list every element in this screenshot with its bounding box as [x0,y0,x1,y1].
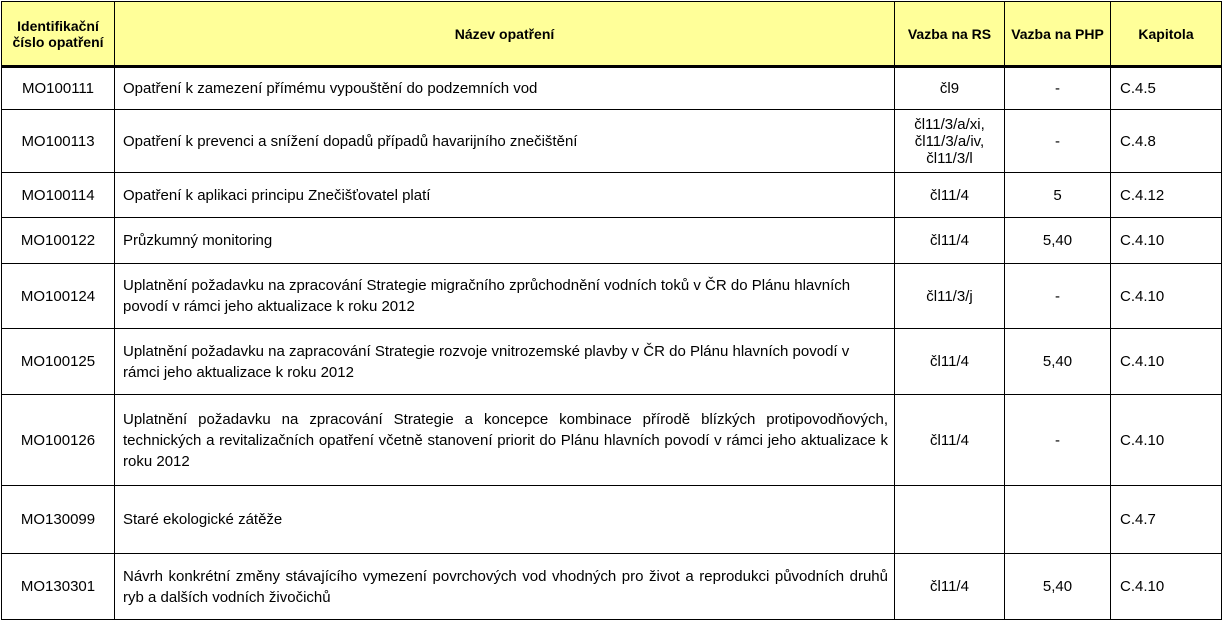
header-name: Název opatření [115,2,895,67]
cell-php: - [1005,110,1111,173]
cell-kapitola: C.4.10 [1111,218,1222,264]
cell-php: - [1005,395,1111,486]
cell-kapitola: C.4.10 [1111,395,1222,486]
cell-rs [895,486,1005,554]
cell-rs: čl11/3/a/xi, čl11/3/a/iv, čl11/3/l [895,110,1005,173]
cell-php: 5 [1005,173,1111,218]
table-row [2,218,1222,264]
measures-table [1,1,1222,620]
cell-php: - [1005,67,1111,110]
cell-name: Opatření k prevenci a snížení dopadů případů havarijního znečištění [115,110,895,173]
cell-php: 5,40 [1005,329,1111,395]
cell-rs: čl9 [895,67,1005,110]
cell-name: Uplatnění požadavku na zpracování Strategie migračního zprůchodnění vodních toků v ČR do Plánu hlavních povodí v rámci jeho aktualizace k roku 2012 [115,264,895,329]
cell-name: Návrh konkrétní změny stávajícího vymezení povrchových vod vhodných pro život a reprodukci původních druhů ryb a dalších vodních živočichů [115,554,895,620]
cell-kapitola: C.4.5 [1111,67,1222,110]
cell-id: MO100122 [2,218,115,264]
cell-name: Opatření k aplikaci principu Znečišťovatel platí [115,173,895,218]
cell-php [1005,486,1111,554]
table-row [2,173,1222,218]
cell-rs: čl11/4 [895,329,1005,395]
table-row [2,329,1222,395]
cell-php: 5,40 [1005,554,1111,620]
cell-id: MO100114 [2,173,115,218]
cell-id: MO130301 [2,554,115,620]
cell-id: MO100125 [2,329,115,395]
cell-name: Uplatnění požadavku na zpracování Strategie a koncepce kombinace přírodě blízkých protipovodňových, technických a revitalizačních opatření včetně stanovení priorit do Plánu hlavních povodí v rámci jeho aktualizace k roku 2012 [115,395,895,486]
table-row [2,67,1222,110]
cell-kapitola: C.4.10 [1111,554,1222,620]
cell-rs: čl11/3/j [895,264,1005,329]
cell-id: MO100113 [2,110,115,173]
cell-php: - [1005,264,1111,329]
table-row [2,486,1222,554]
table-row [2,264,1222,329]
table-row [2,110,1222,173]
cell-name: Uplatnění požadavku na zapracování Strategie rozvoje vnitrozemské plavby v ČR do Plánu hlavních povodí v rámci jeho aktualizace k roku 2012 [115,329,895,395]
cell-id: MO100111 [2,67,115,110]
cell-id: MO100124 [2,264,115,329]
cell-rs: čl11/4 [895,173,1005,218]
cell-id: MO100126 [2,395,115,486]
table-header-row [2,2,1222,67]
table-row [2,554,1222,620]
cell-kapitola: C.4.7 [1111,486,1222,554]
cell-kapitola: C.4.10 [1111,264,1222,329]
cell-kapitola: C.4.10 [1111,329,1222,395]
table-row [2,395,1222,486]
cell-rs: čl11/4 [895,554,1005,620]
header-php: Vazba na PHP [1005,2,1111,67]
cell-name: Opatření k zamezení přímému vypouštění do podzemních vod [115,67,895,110]
cell-php: 5,40 [1005,218,1111,264]
cell-rs: čl11/4 [895,395,1005,486]
cell-id: MO130099 [2,486,115,554]
cell-name: Průzkumný monitoring [115,218,895,264]
cell-kapitola: C.4.8 [1111,110,1222,173]
header-kapitola: Kapitola [1111,2,1222,67]
cell-kapitola: C.4.12 [1111,173,1222,218]
cell-rs: čl11/4 [895,218,1005,264]
header-rs: Vazba na RS [895,2,1005,67]
header-id: Identifikační číslo opatření [2,2,115,67]
cell-name: Staré ekologické zátěže [115,486,895,554]
